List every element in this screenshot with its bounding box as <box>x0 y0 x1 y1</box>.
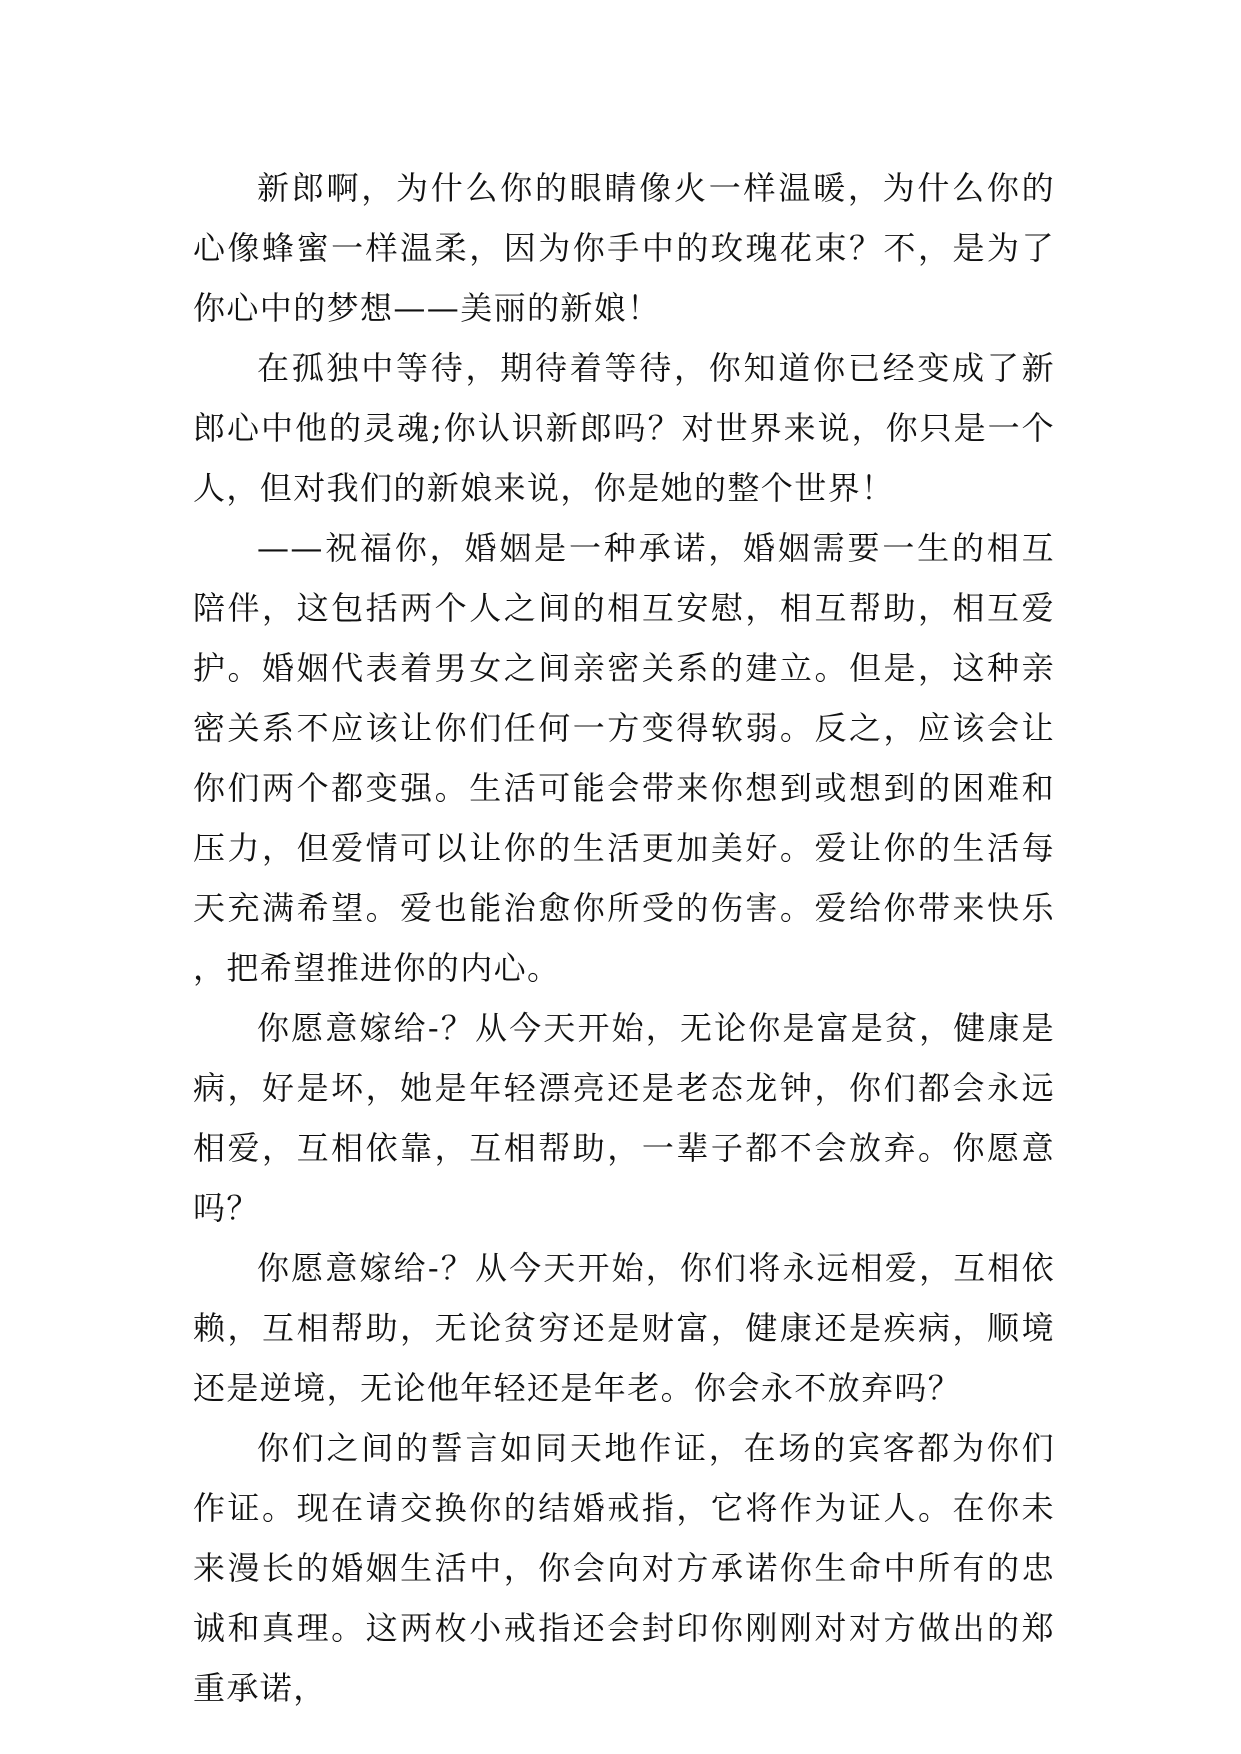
paragraph-vow-question-1: 你愿意嫁给-？从今天开始，无论你是富是贫，健康是病，好是坏，她是年轻漂亮还是老态龙钟，你们都会永远相爱，互相依靠，互相帮助，一辈子都不会放弃。你愿意吗？ <box>193 1009 1055 1227</box>
paragraph-vow-question-2: 你愿意嫁给-？从今天开始，你们将永远相爱，互相依赖，互相帮助，无论贫穷还是财富，健康还是疾病，顺境还是逆境，无论他年轻还是年老。你会永不放弃吗？ <box>193 1249 1055 1407</box>
paragraph-bride: 在孤独中等待，期待着等待，你知道你已经变成了新郎心中他的灵魂;你认识新郎吗？对世界来说，你只是一个人，但对我们的新娘来说，你是她的整个世界！ <box>193 349 1055 507</box>
paragraph-ring-exchange: 你们之间的誓言如同天地作证，在场的宾客都为你们作证。现在请交换你的结婚戒指，它将作为证人。在你未来漫长的婚姻生活中，你会向对方承诺你生命中所有的忠诚和真理。这两枚小戒指还会封印你刚刚对对方做出的郑重承诺， <box>193 1429 1055 1707</box>
document-body <box>193 158 1055 1718</box>
paragraph-blessing: ——祝福你，婚姻是一种承诺，婚姻需要一生的相互陪伴，这包括两个人之间的相互安慰，相互帮助，相互爱护。婚姻代表着男女之间亲密关系的建立。但是，这种亲密关系不应该让你们任何一方变得软弱。反之，应该会让你们两个都变强。生活可能会带来你想到或想到的困难和压力，但爱情可以让你的生活更加美好。爱让你的生活每天充满希望。爱也能治愈你所受的伤害。爱给你带来快乐，把希望推进你的内心。 <box>193 529 1055 987</box>
paragraph-groom: 新郎啊，为什么你的眼睛像火一样温暖，为什么你的心像蜂蜜一样温柔，因为你手中的玫瑰花束？不，是为了你心中的梦想——美丽的新娘！ <box>193 169 1055 327</box>
